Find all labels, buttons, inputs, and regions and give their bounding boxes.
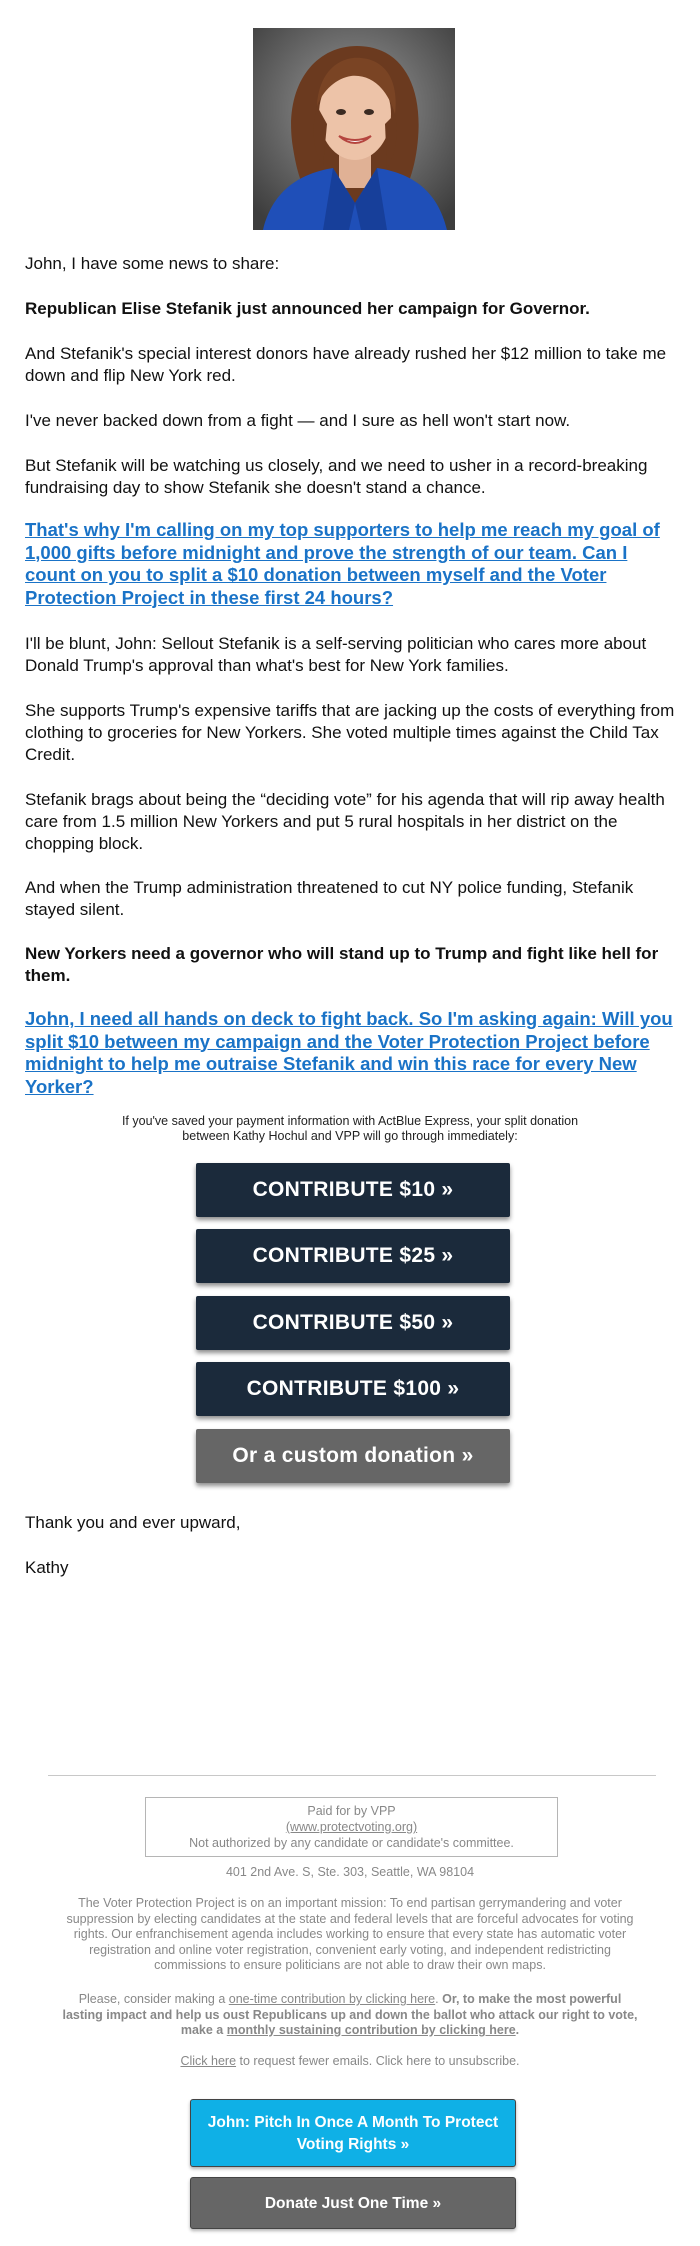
record-day-paragraph: But Stefanik will be watching us closely, and we need to usher in a record-breaking fundraising day to show Stefanik she doesn't stand a chance. [25,456,648,497]
portrait-illustration [253,28,455,230]
consider-sep: . [435,1992,443,2006]
sustaining-appeal-text: Or, to make the most powerful lasting impact and help us oust Republicans up and down the ballot who attack our right to vote, make a [62,1992,638,2037]
footer-address: 401 2nd Ave. S, Ste. 303, Seattle, WA 98104 [225,1865,475,1879]
contribution-appeal [60,1992,640,2039]
actblue-express-note: If you've saved your payment information with ActBlue Express, your split donation between Kathy Hochul and VPP will go through immediately: [121,1114,579,1143]
signoff: Thank you and ever upward, [25,1513,241,1532]
all-hands-donation-link[interactable]: John, I need all hands on deck to fight back. So I'm asking again: Will you split $10 between my campaign and the Voter Protection Project before midnight to help me outraise Stefanik and win this race for every New Yorker? [25,1008,673,1097]
footer-divider [48,1775,656,1776]
never-backed-down-paragraph: I've never backed down from a fight — and I sure as hell won't start now. [25,411,571,430]
health-care-paragraph: Stefanik brags about being the “deciding vote” for his agenda that will rip away health care from 1.5 million New Yorkers and put 5 rural hospitals in her district on the chopping block. [25,790,665,853]
contribute-25-button[interactable]: CONTRIBUTE $25 » [196,1229,510,1283]
blunt-paragraph: I'll be blunt, John: Sellout Stefanik is a self-serving politician who cares more about Donald Trump's approval than what's best for New York families. [25,634,647,675]
governor-need-paragraph: New Yorkers need a governor who will stand up to Trump and fight like hell for them. [25,944,659,985]
contribute-50-button[interactable]: CONTRIBUTE $50 » [196,1296,510,1350]
monthly-contribution-link[interactable]: monthly sustaining contribution by clicking here [226,2023,516,2037]
paid-for-box [145,1797,558,1857]
appeal-end: . [515,2023,520,2037]
fewer-emails-link[interactable]: Click here [180,2054,237,2068]
goal-donation-link[interactable]: That's why I'm calling on my top supporters to help me reach my goal of 1,000 gifts before midnight and prove the strength of our team. Can I count on you to split a $10 donation between myself and the Voter Protection Project in these first 24 hours? [25,519,660,608]
contribute-100-button[interactable]: CONTRIBUTE $100 » [196,1362,510,1416]
candidate-photo [253,28,455,230]
announcement-paragraph: Republican Elise Stefanik just announced her campaign for Governor. [25,299,590,318]
greeting: John, I have some news to share: [25,254,280,273]
mission-statement: The Voter Protection Project is on an important mission: To end partisan gerrymandering and voter suppression by electing candidates at the state and federal levels that are forceful advocates for voting rights. Our enfranchisement agenda includes working to ensure that every state has automatic voter registration and online voter registration, convenient early voting, and independent redistricting commissions to ensure politicians are not able to draw their own maps. [66,1896,634,1972]
unsubscribe-text[interactable]: to request fewer emails. Click here to unsubscribe. [236,2054,520,2068]
email-preferences [60,2054,640,2070]
signature: Kathy [25,1558,69,1577]
one-time-contribution-link[interactable]: one-time contribution by clicking here [228,1992,436,2006]
donors-paragraph: And Stefanik's special interest donors have already rushed her $12 million to take me down and flip New York red. [25,344,667,385]
custom-donation-button[interactable]: Or a custom donation » [196,1429,510,1483]
paid-url-link[interactable]: (www.protectvoting.org) [285,1820,418,1834]
tariffs-paragraph: She supports Trump's expensive tariffs that are jacking up the costs of everything from clothing to groceries for New Yorkers. She voted multiple times against the Child Tax Credit. [25,701,675,764]
police-funding-paragraph: And when the Trump administration threatened to cut NY police funding, Stefanik stayed silent. [25,878,634,919]
consider-text: Please, consider making a [78,1992,229,2006]
not-authorized-text: Not authorized by any candidate or candidate's committee. [189,1836,514,1850]
donate-one-time-button[interactable]: Donate Just One Time » [190,2177,516,2229]
paid-by-text: Paid for by VPP [307,1804,396,1818]
monthly-pitch-in-button[interactable]: John: Pitch In Once A Month To Protect Voting Rights » [190,2099,516,2167]
contribute-10-button[interactable]: CONTRIBUTE $10 » [196,1163,510,1217]
